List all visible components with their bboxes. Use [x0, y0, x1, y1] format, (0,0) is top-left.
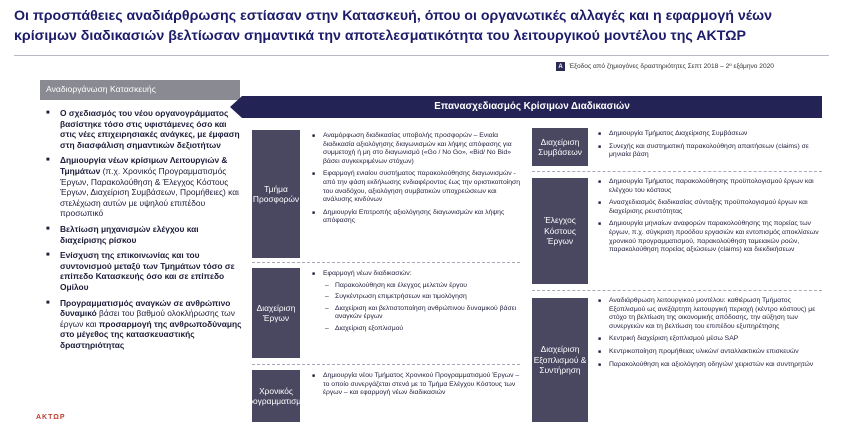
- row-separator: [532, 290, 822, 291]
- list-item: ■ Εφαρμογή ενιαίου συστήματος παρακολούθησης διαγωνισμών - από την φάση εκδήλωσης ενδιαφέροντος έως την οριστικοποίηση του αναδόχου, αξιολόγηση συμβατικών υποχρεώσεων και ανάλυσης κινδύνων: [312, 170, 520, 204]
- left-section-list: [46, 108, 242, 355]
- list-item: ■ Ανασχεδιασμός διαδικασίας σύνταξης προϋπολογισμού έργων και διαχείρισης ρευστότητας: [598, 199, 822, 216]
- category-label: Διαχείριση Συμβάσεων: [538, 136, 582, 157]
- list-item: ■ Κεντρικοποίηση προμήθειας υλικών/ ανταλλακτικών επισκευών: [598, 348, 822, 357]
- sub-list-item: – Παρακολούθηση και έλεγχος μελετών έργου: [323, 282, 520, 291]
- list-item: ■ Δημιουργία Επιτροπής αξιολόγησης διαγωνισμών και λήψης απόφασης: [312, 209, 520, 226]
- row-separator: [252, 262, 520, 263]
- list-item: ■ Αναδιάρθρωση λειτουργικού μοντέλου: καθιέρωση Τμήματος Εξοπλισμού ως ανεξάρτητη λειτουργική περιοχή (κέντρο κόστους) με στόχο τη βελτίωση της οικονομικής απόδοσης, την αύξηση των συνεργειών και τη βελτίωση του επιπέδου εξυπηρέτησης: [598, 297, 822, 331]
- category-label: Διαχείριση Εξοπλισμού & Συντήρηση: [533, 344, 587, 376]
- note-badge: A: [556, 62, 565, 71]
- item-text: (π.χ. Χρονικός Προγραμματισμός Έργων, Παρακολούθηση & Έλεγχος Κόστους Έργων, Διαχείριση Συμβάσεων, Προμήθειες) και στελέχωση αυτών με υψηλού επιπέδου προσωπικό: [60, 165, 239, 219]
- item-bold-text: Ενίσχυση της επικοινωνίας και του συντονισμού μεταξύ των Τμημάτων τόσο σε επίπεδο Κατασκευής όσο και σε επίπεδο Ομίλου: [60, 250, 235, 292]
- sub-list-item: – Διαχείριση εξοπλισμού: [323, 325, 520, 334]
- category-cost-control: [532, 178, 588, 284]
- title-divider: [14, 55, 829, 56]
- list-item: ■ Κεντρική διαχείριση εξοπλισμού μέσω SAP: [598, 335, 822, 344]
- list-item: [46, 155, 242, 219]
- schedule-items-list: [312, 372, 520, 402]
- list-item: [46, 250, 242, 292]
- row-separator: [252, 364, 520, 365]
- category-label: Τμήμα Προσφορών: [252, 183, 300, 204]
- category-scheduling: [242, 370, 310, 422]
- list-item: ■ Δημιουργία μηνιαίων αναφορών παρακολούθησης της πορείας των έργων, π.χ. σύγκριση προόδου εργασιών και εντοπισμός αποκλίσεων χρονικού προγραμματισμού, παρακολούθηση ταμειακών ροών, παρακολούθηση πορείας αξιώσεων (claims) και διεκδικήσεων: [598, 220, 822, 254]
- list-item: [46, 298, 242, 351]
- list-item: [312, 270, 520, 334]
- list-item: ■ Αναμόρφωση διαδικασίας υποβολής προσφορών – Ενιαία διαδικασία αξιολόγησης διαγωνισμών και λήψης απόφασης για συμμετοχή ή μη στο διαγωνισμό («Go / No Go», «Bid/ No Bid» βάσει συγκεκριμένων στόχων): [312, 132, 520, 166]
- works-items-list: [312, 270, 520, 338]
- contracts-items-list: [598, 130, 822, 164]
- category-label: Έλεγχος Κόστους Έργων: [544, 215, 576, 247]
- tender-items-list: [312, 132, 520, 230]
- item-bold-text: Προγραμματισμός αναγκών σε ανθρώπινο δυναμικό: [60, 297, 231, 319]
- company-logo: ΑΚΤΩΡ: [36, 414, 66, 421]
- note-text: Έξοδος από ζημιογόνες δραστηριότητες Σεπτ 2018 – 2º εξάμηνο 2020: [569, 63, 774, 70]
- equipment-items-list: [598, 297, 822, 373]
- list-item: ■ Συνεχής και συστηματική παρακολούθηση απαιτήσεων (claims) σε μηνιαία βάση: [598, 143, 822, 160]
- sub-list-item: – Συγκέντρωση επιμετρήσεων και τιμολόγηση: [323, 293, 520, 302]
- item-bold-text: Βελτίωση μηχανισμών ελέγχου και διαχείρισης ρίσκου: [60, 223, 199, 245]
- left-section-heading: Αναδιοργάνωση Κατασκευής: [40, 80, 240, 100]
- cost-items-list: [598, 178, 822, 259]
- list-item: [46, 224, 242, 245]
- category-label: Διαχείριση Έργων: [256, 302, 296, 323]
- sub-list-item: – Διαχείριση και βελτιστοποίηση ανθρώπινου δυναμικού βάσει αναγκών έργων: [323, 305, 520, 322]
- category-tender-department: [252, 130, 300, 258]
- category-equipment-maintenance: [532, 298, 588, 422]
- works-sub-list: [323, 282, 520, 334]
- category-works-management: [252, 268, 300, 358]
- footnote-legend: [556, 62, 774, 71]
- list-item: ■ Παρακολούθηση και αξιολόγηση οδηγών/ χειριστών και συντηρητών: [598, 361, 822, 370]
- item-text: βάσει του βαθμού ολοκλήρωσης των έργων και: [60, 308, 235, 329]
- item-text: Εφαρμογή νέων διαδικασιών:: [323, 270, 412, 277]
- section-banner: Επανασχεδιασμός Κρίσιμων Διαδικασιών: [242, 96, 822, 118]
- item-bold-text: Δημιουργία νέων κρίσιμων Λειτουργιών & Τμημάτων: [60, 155, 228, 176]
- page-title: Οι προσπάθειες αναδιάρθρωσης εστίασαν στην Κατασκευή, όπου οι οργανωτικές αλλαγές και η εφαρμογή νέων κρίσιμων διαδικασιών βελτίωσαν σημαντικά την αποτελεσματικότητα του λειτουργικού μοντέλου της ΑΚΤΩΡ: [14, 8, 773, 44]
- list-item: ■ Δημιουργία Τμήματος Διαχείρισης Συμβάσεων: [598, 130, 822, 139]
- list-item: [46, 108, 242, 150]
- list-item: ■ Δημιουργία Τμήματος παρακολούθησης προϋπολογισμού έργων και ελέγχου του κόστους: [598, 178, 822, 195]
- category-contracts-management: [532, 128, 588, 166]
- item-bold-text: Ο σχεδιασμός του νέου οργανογράμματος βασίστηκε τόσο στις υφιστάμενες όσο και στις νέες επιχειρησιακές ανάγκες, με έμφαση στη διασφάλιση σημαντικών δεξιοτήτων: [60, 108, 240, 150]
- category-label: Χρονικός Προγραμματισμός: [242, 385, 310, 406]
- row-separator: [532, 171, 822, 172]
- list-item: ■ Δημιουργία νέου Τμήματος Χρονικού Προγραμματισμού Έργων – το οποίο συνεργάζεται στενά με το Τμήμα Ελέγχου Κόστους των έργων – και εφαρμογή νέων διαδικασιών: [312, 372, 520, 398]
- item-bold-text: προσαρμογή της ανθρωποδύναμης στο μέγεθος της κατασκευαστικής δραστηριότητας: [60, 318, 242, 350]
